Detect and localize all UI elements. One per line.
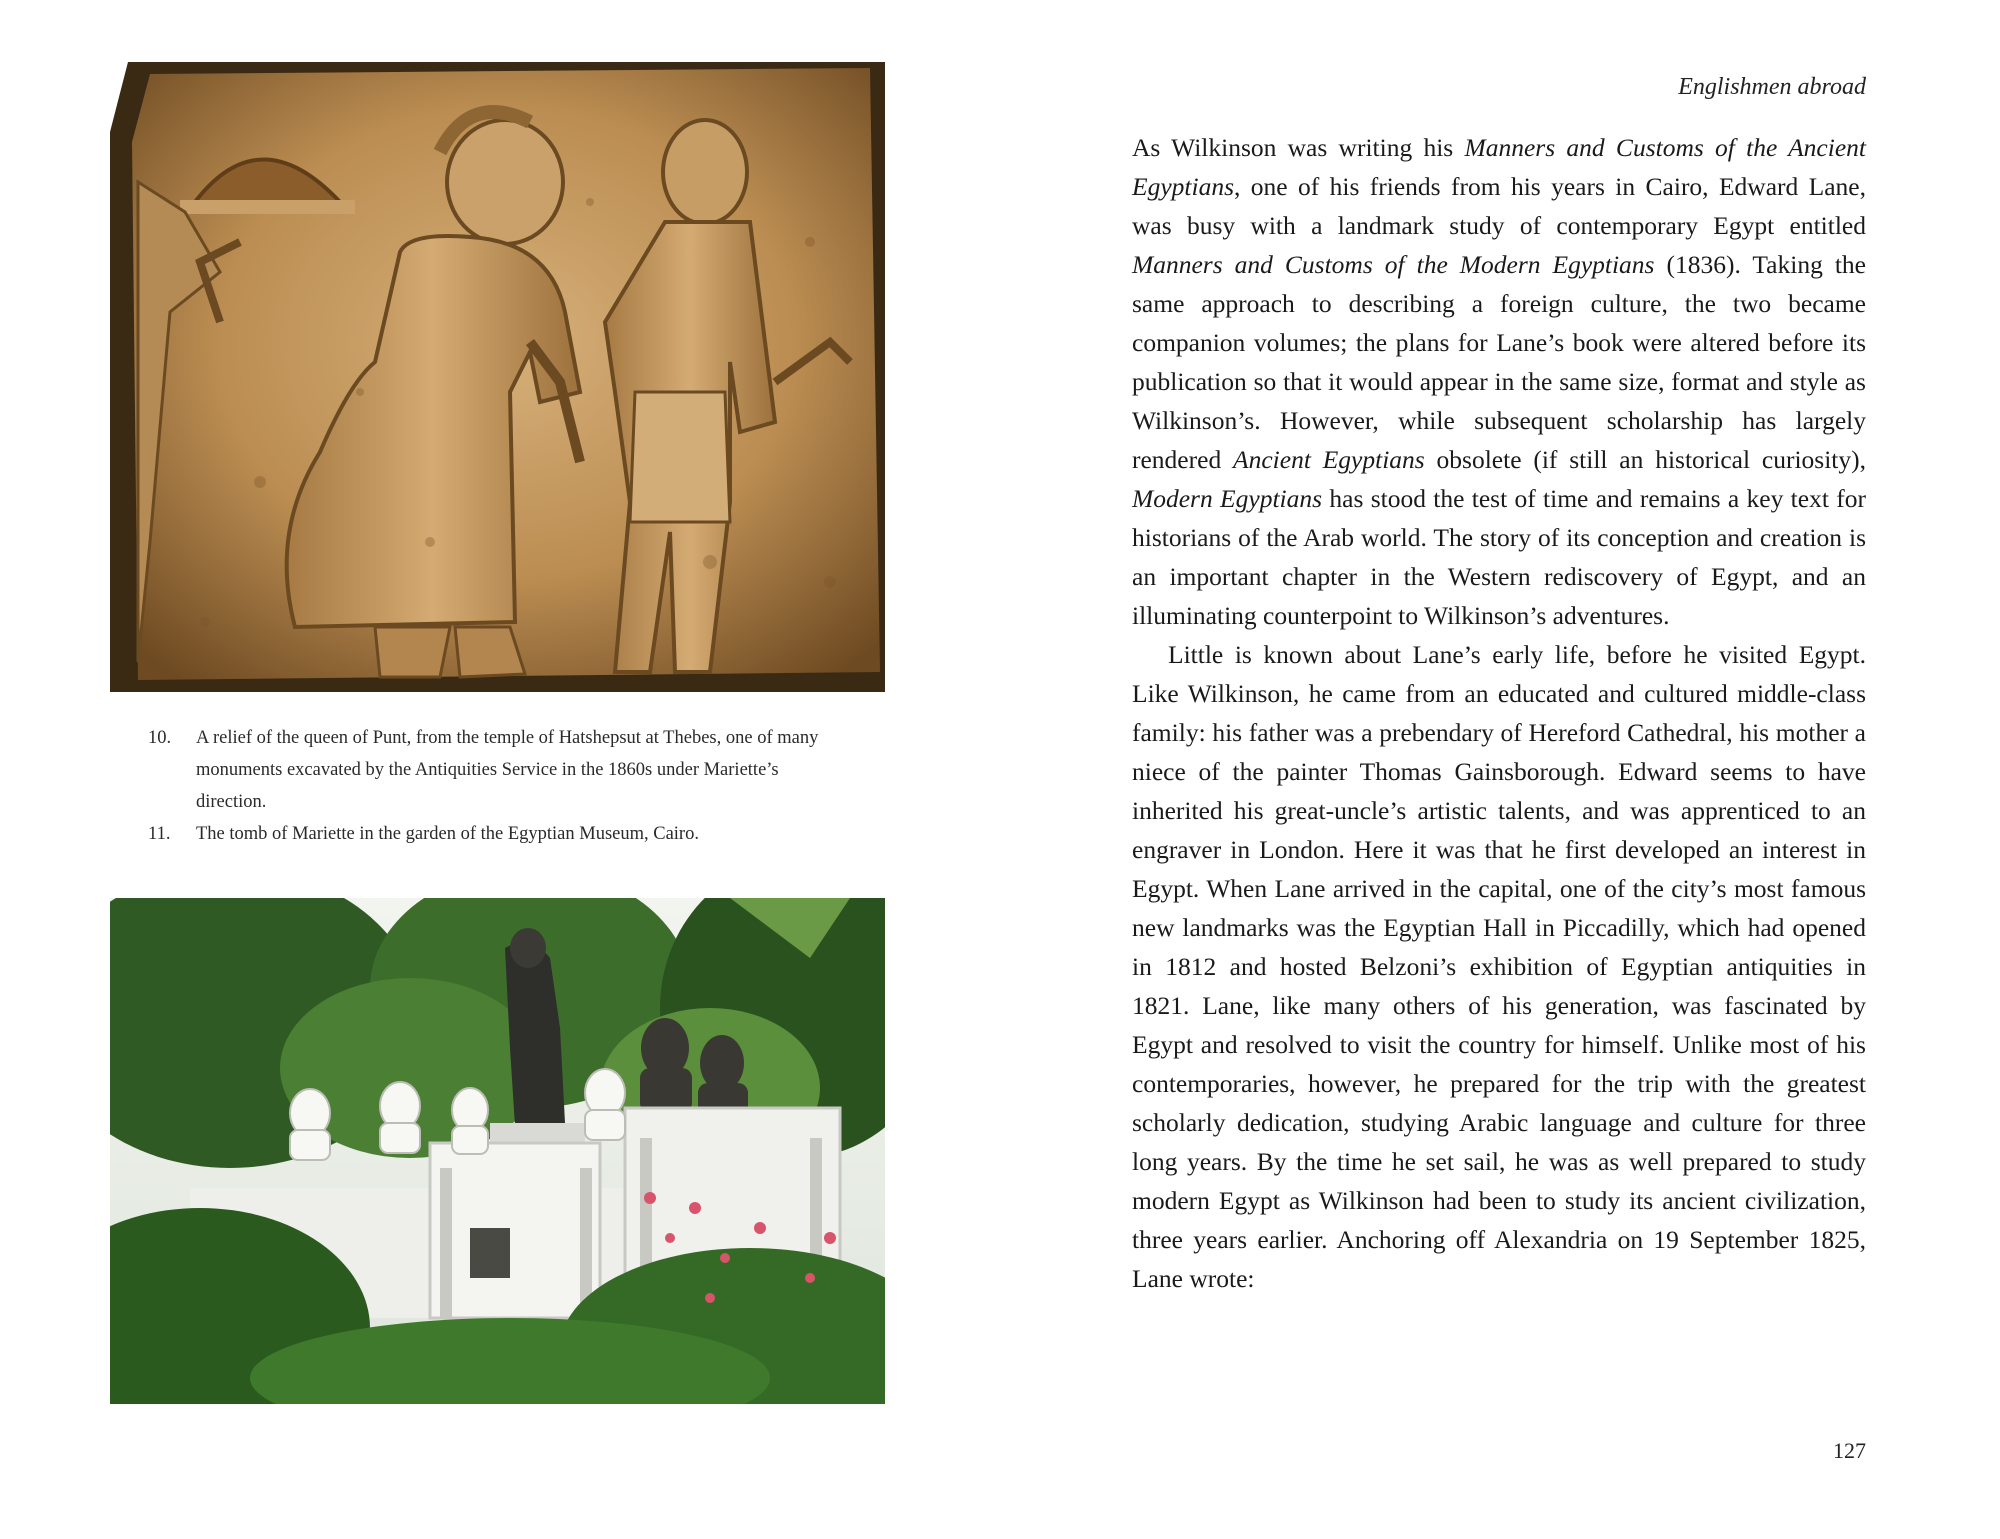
paragraph-2: Little is known about Lane’s early life, before he visited Egypt. Like Wilkinson, he came from an educated and cultured middle-class family: his father was a prebendary of Hereford Cathedral, his mother a niece of the painter Thomas Gainsborough. Edward seems to have inherited his great-uncle’s artistic talents, and was apprenticed to an engraver in London. Here it was that he first developed an interest in Egypt. When Lane arrived in the capital, one of the city’s most famous new landmarks was the Egyptian Hall in Piccadilly, which had opened in 1812 and hosted Belzoni’s exhibition of Egyptian antiquities in 1821. Lane, like many others of his generation, was fascinated by Egypt and resolved to visit the country for himself. Unlike most of his contemporaries, however, he prepared for the trip with the greatest scholarly dedication, studying Arabic language and culture for three long years. By the time he set sail, he was as well prepared to study modern Egypt as Wilkinson had been to study its ancient civilization, three years earlier. Anchoring off Alexandria on 19 September 1825, Lane wrote:	[1132, 640, 1866, 1293]
tomb-photograph	[110, 898, 885, 1404]
running-head: Englishmen abroad	[1678, 74, 1866, 100]
book-title: Ancient Egyptians	[1233, 445, 1425, 474]
book-title: Modern Egyptians	[1132, 484, 1323, 513]
right-page	[1000, 0, 2000, 1539]
text-run: As Wilkinson was writing his	[1132, 133, 1465, 162]
text-run: (1836). Taking the same approach to describing a foreign culture, the two became companion volumes; the plans for Lane’s book were altered before its publication so that it would appear in the same size, format and style as Wilkinson’s. However, while subsequent scholarship has largely rendered	[1132, 250, 1866, 474]
text-run: , one of his friends from his years in Cairo, Edward Lane, was busy with a landmark study of contemporary Egypt entitled	[1132, 172, 1866, 240]
paragraph-1	[1132, 128, 1866, 635]
figure-captions	[148, 722, 848, 850]
text-run: has stood the test of time and remains a key text for historians of the Arab world. The story of its conception and creation is an important chapter in the Western rediscovery of Egypt, and an illuminating counterpoint to Wilkinson’s adventures.	[1132, 484, 1866, 630]
relief-photograph	[110, 62, 885, 692]
caption-10	[148, 722, 848, 818]
book-title: Manners and Customs of the Ancient Egyptians	[1132, 133, 1866, 201]
caption-11	[148, 818, 848, 850]
book-title: Manners and Customs of the Modern Egyptians	[1132, 250, 1655, 279]
caption-text: A relief of the queen of Punt, from the temple of Hatshepsut at Thebes, one of many monuments excavated by the Antiquities Service in the 1860s under Mariette’s direction.	[196, 728, 819, 812]
text-run: obsolete (if still an historical curiosity),	[1424, 445, 1867, 474]
caption-number: 10.	[148, 728, 172, 748]
caption-text: The tomb of Mariette in the garden of the Egyptian Museum, Cairo.	[196, 824, 699, 844]
body-text	[1132, 128, 1866, 1298]
caption-number: 11.	[148, 824, 171, 844]
page-number: 127	[1833, 1438, 1866, 1463]
